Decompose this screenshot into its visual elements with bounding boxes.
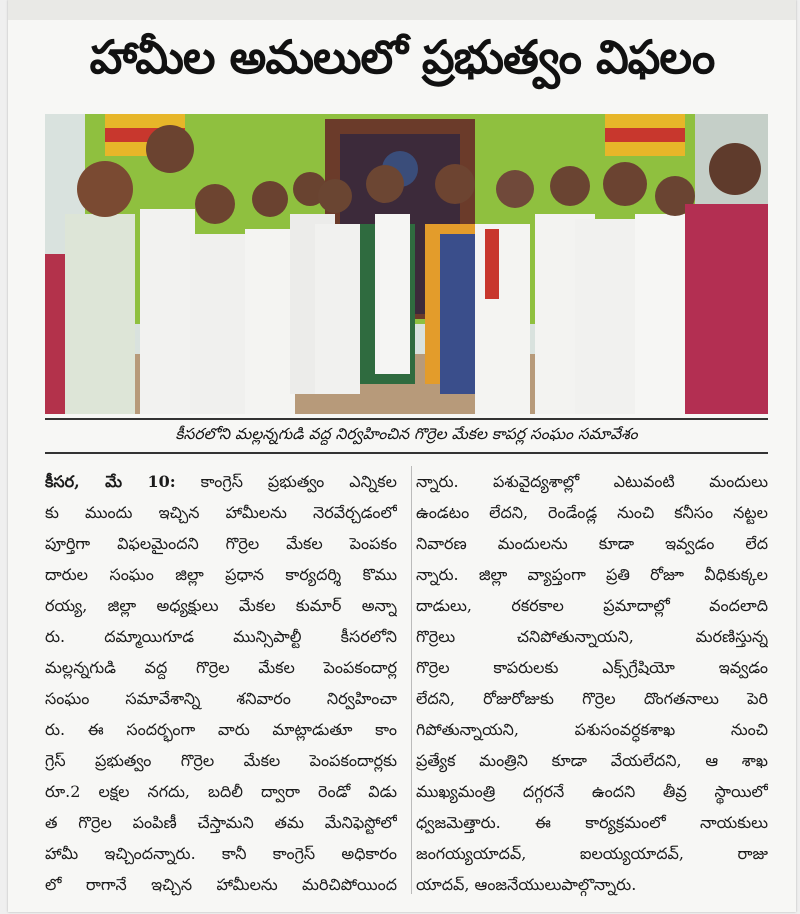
article-body (45, 466, 768, 898)
article-column-2 (416, 466, 768, 898)
article-line: కు ముందు ఇచ్చిన హామీలను నెరవేర్చడంలో (45, 503, 397, 522)
article-line: నివారణ మందులను కూడా ఇవ్వడం లేద (416, 534, 768, 553)
photo-caption: కీసరలోని మల్లన్నగుడి వద్ద నిర్వహించిన గొర్రెల మేకల కాపర్ల సంఘం సమావేశం (45, 418, 768, 454)
article-line: ప్రత్యేక మంత్రిని కూడా వేయలేదని, ఆ శాఖ (416, 751, 768, 770)
article-line: దాడులు, రకరకాల ప్రమాదాల్లో వందలాది (416, 596, 768, 615)
article-line (45, 466, 397, 497)
headline: హామీల అమలులో ప్రభుత్వం విఫలం (89, 30, 715, 84)
article-line: యాదవ్, ఆంజనేయులుపాల్గొన్నారు. (416, 875, 637, 894)
article-line: గొర్రెలు చనిపోతున్నాయని, మరణిస్తున్న (416, 627, 768, 646)
article-text: కాంగ్రెస్ ప్రభుత్వం ఎన్నికల (200, 472, 397, 491)
article-line: మల్లన్నగుడి వద్ద గొర్రెల మేకల పెంపకందార్ల (45, 658, 397, 677)
article-line: రు. ఈ సందర్భంగా వారు మాట్లాడుతూ కాం (45, 720, 397, 739)
article-line: ధ్వజమెత్తారు. ఈ కార్యక్రమంలో నాయకులు (416, 813, 768, 832)
dateline: కీసర, మే 10: (45, 472, 176, 491)
article-line: గ్రెస్ ప్రభుత్వం గొర్రెల మేకల పెంపకందార్లకు (45, 751, 397, 770)
article-line: రూ.2 లక్షల నగదు, బదిలీ ద్వారా రెండో విడు (45, 782, 397, 801)
article-line: హామీ ఇచ్చిందన్నారు. కానీ కాంగ్రెస్ అధికారం (45, 844, 397, 863)
article-line: ఉండటం లేదని, రెండేండ్ల నుంచి కనీసం నట్టల (416, 503, 768, 522)
article-line: దారుల సంఘం జిల్లా ప్రధాన కార్యదర్శి కొము (45, 565, 397, 584)
article-line: న్నారు. జిల్లా వ్యాప్తంగా ప్రతి రోజూ వీధికుక్కల (416, 565, 768, 584)
article-line: గిపోతున్నాయని, పశుసంవర్ధకశాఖ నుంచి (416, 720, 768, 739)
article-column-1 (45, 466, 397, 898)
article-line: గొర్రెల కాపరులకు ఎక్స్‌గ్రేషియో ఇవ్వడం (416, 658, 768, 677)
group-photo-illustration (45, 114, 768, 414)
article-line: ముఖ్యమంత్రి దగ్గరనే ఉందని తీవ్ర స్థాయిలో (416, 782, 768, 801)
previous-article-edge (8, 0, 796, 20)
article-line: సంఘం సమావేశాన్ని శనివారం నిర్వహించా (45, 689, 397, 708)
article-line: న్నారు. పశువైద్యశాల్లో ఎటువంటి మందులు (416, 472, 768, 491)
news-clipping (8, 0, 796, 912)
article-line: పూర్తిగా విఫలమైందని గొర్రెల మేకల పెంపకం (45, 534, 397, 553)
news-photo (45, 114, 768, 414)
article-line: జంగయ్యయాదవ్, ఐలయ్యయాదవ్, రాజు (416, 844, 768, 863)
article-line: లేదని, రోజురోజుకు గొర్రెల దొంగతనాలు పెరి (416, 689, 768, 708)
article-line: రయ్య, జిల్లా అధ్యక్షులు మేకల కుమార్ అన్నా (45, 596, 397, 615)
article-line: త గొర్రెల పంపిణీ చేస్తామని తమ మేనిఫెస్టోలో (45, 813, 397, 832)
column-divider (411, 466, 412, 894)
article-line: రు. దమ్మాయిగూడ మున్సిపాల్టీ కీసరలోని (45, 627, 397, 646)
article-line: లో రాగానే ఇచ్చిన హామీలను మరిచిపోయింద (45, 875, 397, 894)
